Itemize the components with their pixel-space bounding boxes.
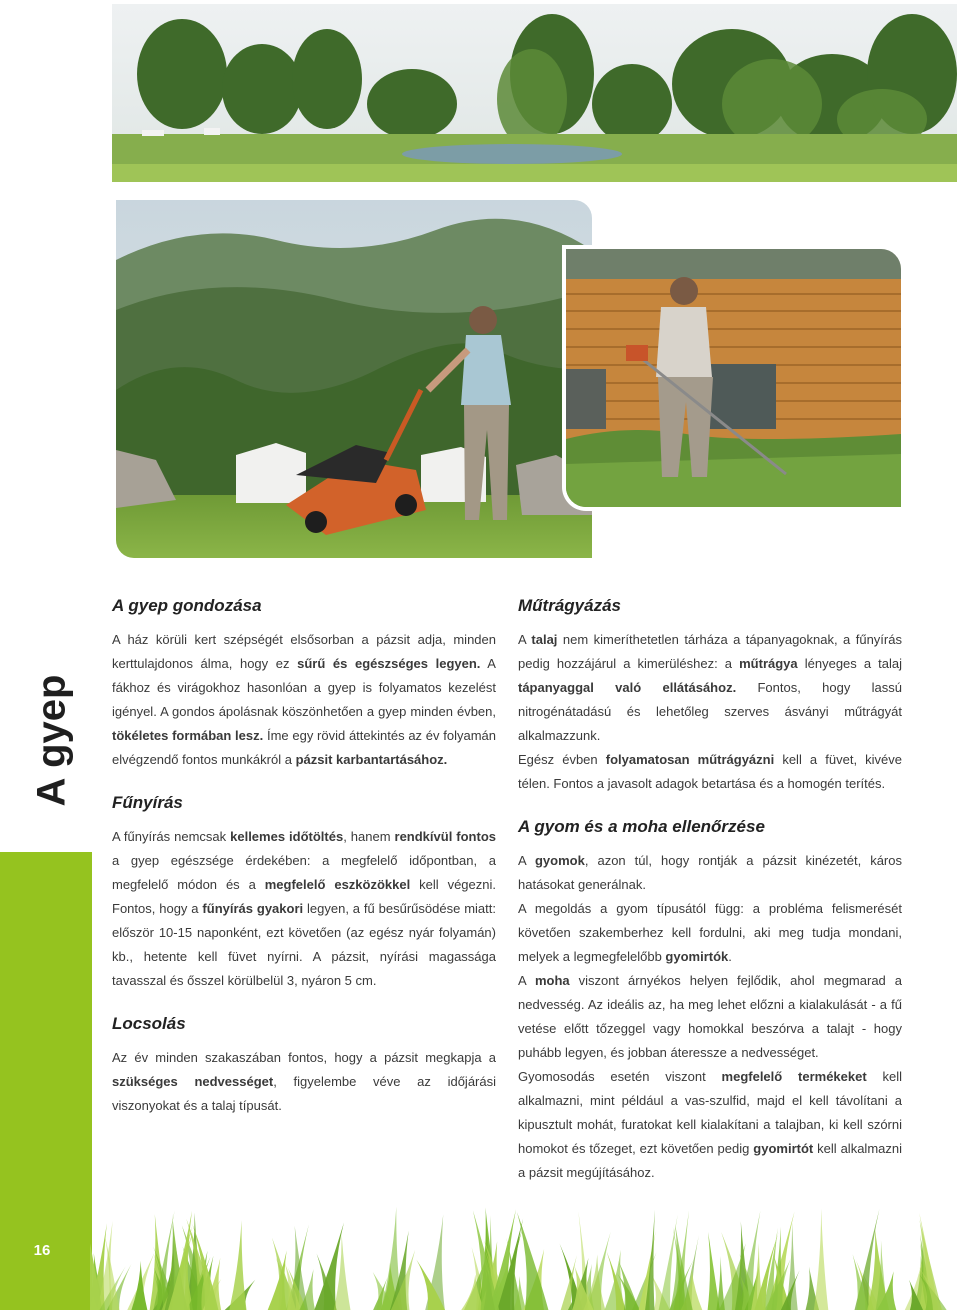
photo-man-trimming [566,249,901,507]
bold-run: szükséges nedvességet [112,1074,274,1089]
paragraph-weeds-1 [518,849,902,897]
right-column [518,592,902,1185]
heading-mowing: Fűnyírás [112,793,183,812]
grass-blade [229,1220,246,1310]
bold-run: talaj [531,632,558,647]
text-run: , azon túl, hogy rontják a pázsit kinézetét, káros hatásokat generálnak. [518,853,902,892]
bold-run: gyomirtók [665,949,729,964]
heading-lawn-care: A gyep gondozása [112,596,262,615]
bold-run: tápanyaggal való ellátásához. [518,680,737,695]
grass-blade [334,1234,351,1310]
bold-run: megfelelő termékeket [721,1069,867,1084]
text-run: A fűnyírás nemcsak [112,829,231,844]
paragraph-fertilizing-1 [518,628,902,748]
paragraph-weeds-2 [518,897,902,969]
text-run: Az év minden szakaszában fontos, hogy a pázsit megkapja a [112,1050,496,1065]
grass-blade [131,1261,147,1310]
text-run: A [518,632,532,647]
text-run: a gyep egészsége érdekében: a megfelelő időpontban, a megfelelő módon és a [112,853,496,892]
grass-decoration [90,1205,960,1310]
paragraph-mowing [112,825,496,993]
text-run: lényeges a talaj [797,656,903,671]
text-run: A fákhoz és virágokhoz hasonlóan a gyep is folyamatos kezelést igényel. A gondos ápolásnak köszönhetően a gyep minden évben, [112,656,496,719]
text-run: kell végezni. Fontos, hogy a [112,877,496,916]
text-run: , figyelembe véve az időjárási viszonyokat és a talaj típusát. [112,1074,496,1113]
text-run: Fontos, hogy lassú nitrogénátadású és lehetőleg szerves ásványi műtrágyát alkalmazzunk. [518,680,902,743]
bold-run: megfelelő eszközökkel [264,877,411,892]
text-run: A ház körüli kert szépségét elsősorban a pázsit adja, minden kerttulajdonos álma, hogy ez [112,632,496,671]
text-run: kell a füvet, kivéve télen. Fontos a javasolt adagok betartása és a homogén terítés. [518,752,902,791]
side-title [20,640,84,840]
paragraph-fertilizing-2 [518,748,902,796]
page-number: 16 [33,1242,51,1259]
paragraph-weeds-3 [518,969,902,1065]
text-run: Egész évben [518,752,606,767]
text-run: legyen, a fű besűrűsödése miatt: először 10-15 naponként, ezt követően (az egész nyár folyamán) kb., hetente kell füvet nyírni. A pázsit, nyírási magassága tavasszal és ősszel körülbelül 3, nyáron 5 cm. [112,901,496,988]
paragraph-weeds-4 [518,1065,902,1185]
bold-run: folyamatosan műtrágyázni [605,752,775,767]
text-run: A [518,853,535,868]
text-run: . [728,949,732,964]
text-run: , hanem [343,829,395,844]
grass-blade [814,1208,828,1310]
text-run: viszont árnyékos helyen fejlődik, ahol megmarad a nedvesség. Az ideális az, ha meg lehet előzni a kialakulását - a fű vetése előtt tőzeggel vagy homokkal beszórva a talajt - hogy puhább legyen, és jobban áteressze a nedvességet. [518,973,902,1060]
bold-run: műtrágya [739,656,798,671]
side-title-text: A gyep [29,674,74,806]
text-run: Íme egy rövid áttekintés az év folyamán elvégzendő fontos munkákról a [112,728,496,767]
bold-run: gyomok [534,853,585,868]
bold-run: pázsit karbantartásához. [295,752,448,767]
bold-run: moha [534,973,570,988]
bold-run: rendkívül fontos [394,829,496,844]
photo-woman-mowing [116,200,592,558]
text-run: Gyomosodás esetén viszont [518,1069,722,1084]
paragraph-lawn-care [112,628,496,772]
heading-weed-moss-control: A gyom és a moha ellenőrzése [518,817,765,836]
bold-run: fűnyírás gyakori [202,901,304,916]
text-run: nem kimeríthetetlen tárháza a tápanyagoknak, a fűnyírás pedig hozzájárul a kimerüléshez: a [518,632,902,671]
text-run: A megoldás a gyom típusától függ: a probléma felismerését követően szakemberhez kell fordulni, aki meg tudja mondani, melyek a legmegfelelőbb [518,901,902,964]
heading-watering: Locsolás [112,1014,186,1033]
left-column [112,592,496,1118]
bold-run: gyomirtót [753,1141,814,1156]
heading-fertilizing: Műtrágyázás [518,596,621,615]
paragraph-watering [112,1046,496,1118]
text-run: kell alkalmazni a pázsit megújításához. [518,1141,902,1180]
text-run: A [518,973,535,988]
text-run: kell alkalmazni, mint például a vas-szulfid, majd el kell távolítani a kipusztult mohát, furatokat kell kialakítani a talajban, ki kell szórni homokot és tőzeget, ezt követően pedig [518,1069,903,1156]
bold-run: sűrű és egészséges legyen. [297,656,481,671]
bold-run: kellemes időtöltés [230,829,344,844]
photo-golf-course [112,4,957,182]
bold-run: tökéletes formában lesz. [112,728,264,743]
